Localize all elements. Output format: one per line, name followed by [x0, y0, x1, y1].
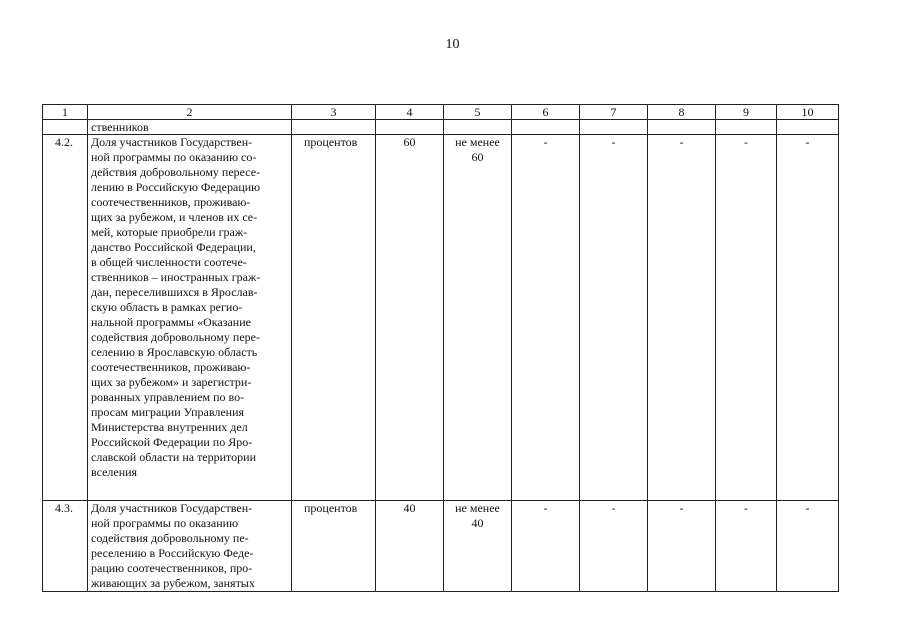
- value-col8: -: [648, 501, 716, 592]
- value-col4: 40: [376, 501, 444, 592]
- table-header-row: [43, 105, 839, 120]
- table-row: [43, 135, 839, 501]
- unit-cell: процентов: [292, 135, 376, 501]
- value-col8: -: [648, 135, 716, 501]
- header-cell-2: 2: [88, 105, 292, 120]
- row-number: 4.2.: [43, 135, 88, 501]
- header-cell-4: 4: [376, 105, 444, 120]
- value-col6: -: [512, 135, 580, 501]
- header-cell-3: 3: [292, 105, 376, 120]
- value-col5: не менее 40: [444, 501, 512, 592]
- value-col6: -: [512, 501, 580, 592]
- indicator-description: Доля участников Государствен- ной программы по оказанию со- действия добровольному пересе- лению в Российскую Федерацию соотечественников, проживаю- щих за рубежом, и членов их се- мей, которые приобрели граж- данство Российской Федерации, в общей численности соотече- ственников – иностранных граж- дан, переселившихся в Ярослав- скую область в рамках регио- нальной программы «Оказание содействия добровольному пере- селению в Ярославскую область соотечественников, проживаю- щих за рубежом» и зарегистри- рованных управлением по во- просам миграции Управления Министерства внутренних дел Российской Федерации по Яро- славской области на территории вселения: [88, 135, 292, 501]
- indicator-description: Доля участников Государствен- ной программы по оказанию содействия добровольному пе- реселению в Российскую Феде- рацию соотечественников, про- живающих за рубежом, занятых: [88, 501, 292, 592]
- header-cell-7: 7: [580, 105, 648, 120]
- value-col10: -: [777, 501, 839, 592]
- unit-cell: процентов: [292, 501, 376, 592]
- value-col9: -: [716, 135, 777, 501]
- value-col9: -: [716, 501, 777, 592]
- indicators-table: [42, 104, 839, 592]
- page-number: 10: [445, 37, 460, 52]
- header-cell-10: 10: [777, 105, 839, 120]
- value-col10: -: [777, 135, 839, 501]
- value-col7: -: [580, 501, 648, 592]
- continuation-text: ственников: [88, 120, 292, 135]
- row-number: 4.3.: [43, 501, 88, 592]
- value-col7: -: [580, 135, 648, 501]
- header-cell-6: 6: [512, 105, 580, 120]
- header-cell-9: 9: [716, 105, 777, 120]
- header-cell-8: 8: [648, 105, 716, 120]
- value-col5: не менее 60: [444, 135, 512, 501]
- continuation-row: [43, 120, 839, 135]
- header-cell-1: 1: [43, 105, 88, 120]
- table-row: [43, 501, 839, 592]
- value-col4: 60: [376, 135, 444, 501]
- header-cell-5: 5: [444, 105, 512, 120]
